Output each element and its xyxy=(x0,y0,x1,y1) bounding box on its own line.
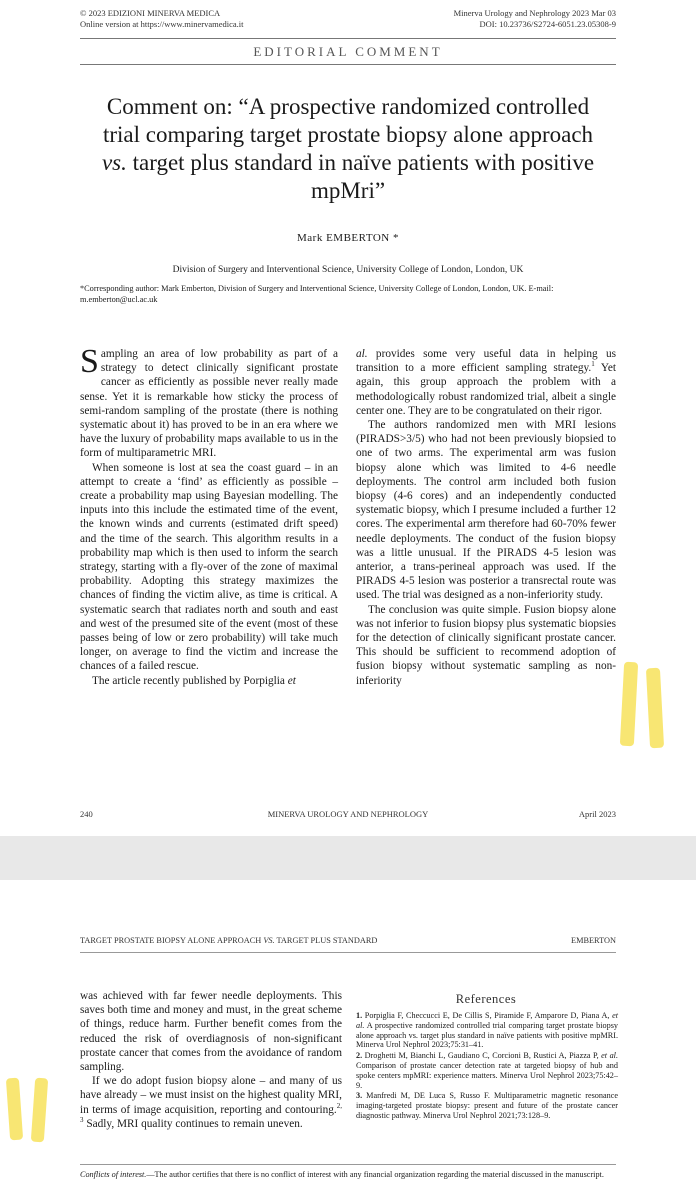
author-name: Mark EMBERTON * xyxy=(297,232,399,244)
drop-cap: S xyxy=(80,343,99,380)
top-rule xyxy=(80,38,616,39)
paragraph-3-italic: et xyxy=(287,674,296,687)
conflicts-text: —The author certifies that there is no conflict of interest with any financial organization regarding the material discussed in the manuscript. xyxy=(146,1170,604,1179)
footer-page-number: 240 xyxy=(80,809,93,819)
footer-date: April 2023 xyxy=(578,809,616,819)
corresponding-author: *Corresponding author: Mark Emberton, Division of Surgery and Interventional Science, University College of London, London, UK. E-mail: m.emberton@ucl.ac.uk xyxy=(80,284,554,304)
conflicts-of-interest xyxy=(80,1170,616,1180)
reference-item xyxy=(356,1051,618,1090)
references-list xyxy=(356,1011,618,1122)
paragraph-1 xyxy=(80,343,338,461)
title-italic: vs. xyxy=(101,150,127,175)
running-header-text-2: TARGET PLUS STANDARD xyxy=(274,936,378,945)
running-header-text-1: TARGET PROSTATE BIOPSY ALONE APPROACH xyxy=(80,936,264,945)
page2-paragraph-2-rest: Sadly, MRI quality continues to remain uneven. xyxy=(83,1117,303,1130)
section-rule xyxy=(80,64,616,65)
page2-paragraph-1: was achieved with far fewer needle deployments. This saves both time and money and must, in the great scheme of things, reduce harm. Further benefit comes from the reduced the risk of overdiagnosis of non-significant prostate cancer that comes from the avoidance of random sampling. xyxy=(80,990,342,1074)
references-heading: References xyxy=(455,992,517,1006)
paragraph-3-text: The article recently published by Porpiglia xyxy=(92,674,288,687)
section-label: EDITORIAL COMMENT xyxy=(253,44,443,59)
paragraph-2: When someone is lost at sea the coast guard – in an attempt to create a ‘find’ as efficiently as possible – create a probability map using Bayesian modelling. The inputs into this include the estimated time of the event, the known winds and currents (estimated drift speed) and the time of the search. This algorithm results in a probability map which is then used to inform the search strategy, starting with a fly-over of the zone of maximal probability. Adopting this strategy maximizes the chances of finding the victim alive, as time is critical. A systematic search that radiates north and south and east and west of the presumed site of the event (most of these passes being of low or zero probability) will take much longer, on average to find the victim and increase the chances of a failed rescue. xyxy=(80,461,338,673)
citation-1: 1 xyxy=(591,360,595,369)
paragraph-1-text: ampling an area of low probability as part of a strategy to detect clinically significant prostate cancer as efficiently as possible never really made sense. Yet it is remarkable how sticky the process of semi-random sampling of the prostate (there is nothing systematic about it) has proved to be in an era where we have the luxury of probability maps available to us in the form of multiparametric MRI. xyxy=(80,348,338,460)
reference-text-rest: Comparison of prostate cancer detection rate at targeted biopsy of hub and spoke centers mpMRI: experience matters. Minerva Urol Nephrol 2023;75:42–9. xyxy=(356,1060,618,1090)
copyright-line: © 2023 EDIZIONI MINERVA MEDICA xyxy=(80,8,221,18)
reference-italic: et al. xyxy=(601,1051,618,1061)
running-header-italic: VS. xyxy=(263,936,275,945)
paragraph-5: The authors randomized men with MRI lesions (PIRADS>3/5) who had not been previously biopsied to one of two arms. The experimental arm was fusion biopsy alone which was limited to 4-6 needle deployments. The control arm included both fusion biopsy (4-6 cores) and an independently conducted systematic biopsy, which I presume included a further 12 cores. The experimental arm therefore had 60-70% fewer needle deployments. The conduct of the fusion biopsy was a little unusual. If the PIRADS 4-5 lesion was anterior, a trans-perineal approach was used. If the PIRADS 4-5 lesion was posterior a transrectal route was used. The trial was designed as a non-inferiority study. xyxy=(356,419,616,602)
reference-text-rest: A prospective randomized controlled trial comparing target prostate biopsy alone approach vs. target plus standard in naïve patients with positive mpMRI. Minerva Urol Nephrol 2023;75:31–41. xyxy=(356,1020,618,1050)
page2-paragraph-2 xyxy=(80,1074,342,1131)
reference-number: 1. xyxy=(356,1011,363,1020)
footer-journal: MINERVA UROLOGY AND NEPHROLOGY xyxy=(267,809,429,819)
paragraph-4 xyxy=(356,347,616,418)
title-text-2: target plus standard in naïve patients with positive mpMri” xyxy=(126,150,595,203)
reference-text: Porpiglia F, Checcucci E, De Cillis S, Piramide F, Amparore D, Piana A, xyxy=(362,1011,613,1020)
reference-number: 3. xyxy=(356,1091,363,1101)
left-column xyxy=(80,343,338,688)
reference-text: Droghetti M, Bianchi L, Gaudiano C, Corcioni B, Rustici A, Piazza P, xyxy=(362,1051,602,1061)
reference-item xyxy=(356,1011,618,1050)
highlight-mark-2 xyxy=(646,668,664,749)
running-header-rule xyxy=(80,952,616,953)
header-left xyxy=(80,8,244,29)
paragraph-4-italic: al. xyxy=(356,348,368,360)
doi-line: DOI: 10.23736/S2724-6051.23.05308-9 xyxy=(479,18,616,29)
reference-italic: et al. xyxy=(356,1011,618,1030)
right-column xyxy=(356,347,616,688)
paragraph-3 xyxy=(80,674,338,688)
journal-date-line: Minerva Urology and Nephrology 2023 Mar 03 xyxy=(453,8,616,18)
conflicts-rule xyxy=(80,1164,616,1165)
citation-2-3: 2, 3 xyxy=(80,1101,342,1125)
reference-item xyxy=(356,1091,618,1120)
paragraph-4-text: provides some very useful data in helping us transition to a more efficient sampling strategy. xyxy=(356,348,616,375)
highlight-mark-1 xyxy=(620,662,638,747)
online-version-line: Online version at https://www.minervamedica.it xyxy=(80,18,244,29)
article-title xyxy=(100,93,596,205)
page2-paragraph-2-text: If we do adopt fusion biopsy alone – and many of us have already – we must insist on the highest quality MRI, in terms of image acquisition, reporting and contouring. xyxy=(80,1075,342,1116)
header-right xyxy=(454,8,616,29)
reference-number: 2. xyxy=(356,1051,363,1061)
title-text-1: Comment on: “A prospective randomized controlled trial comparing target prostate biopsy alone approach xyxy=(102,94,594,147)
affiliation: Division of Surgery and Interventional Science, University College of London, London, UK xyxy=(172,265,524,275)
reference-text: Manfredi M, DE Luca S, Russo F. Multiparametric magnetic resonance imaging-targeted prostate biopsy: present and future of the prostate cancer diagnostic pathway. Minerva Urol Nephrol 2021;73:128–9. xyxy=(356,1091,618,1120)
running-header-left xyxy=(80,936,377,947)
running-header-right: EMBERTON xyxy=(571,936,616,945)
conflicts-label: Conflicts of interest. xyxy=(80,1170,147,1179)
paragraph-6: The conclusion was quite simple. Fusion biopsy alone was not inferior to fusion biopsy plus systematic biopsies for the detection of clinically significant prostate cancer. This should be sufficient to recommend adoption of fusion biopsy without systematic sampling as non-inferiority xyxy=(356,603,616,687)
page2-left-column xyxy=(80,989,342,1131)
paragraph-4-rest: Yet again, this group approach the problem with a methodologically robust randomized trial, albeit a single center one. They are to be congratulated on their rigor. xyxy=(356,362,617,417)
